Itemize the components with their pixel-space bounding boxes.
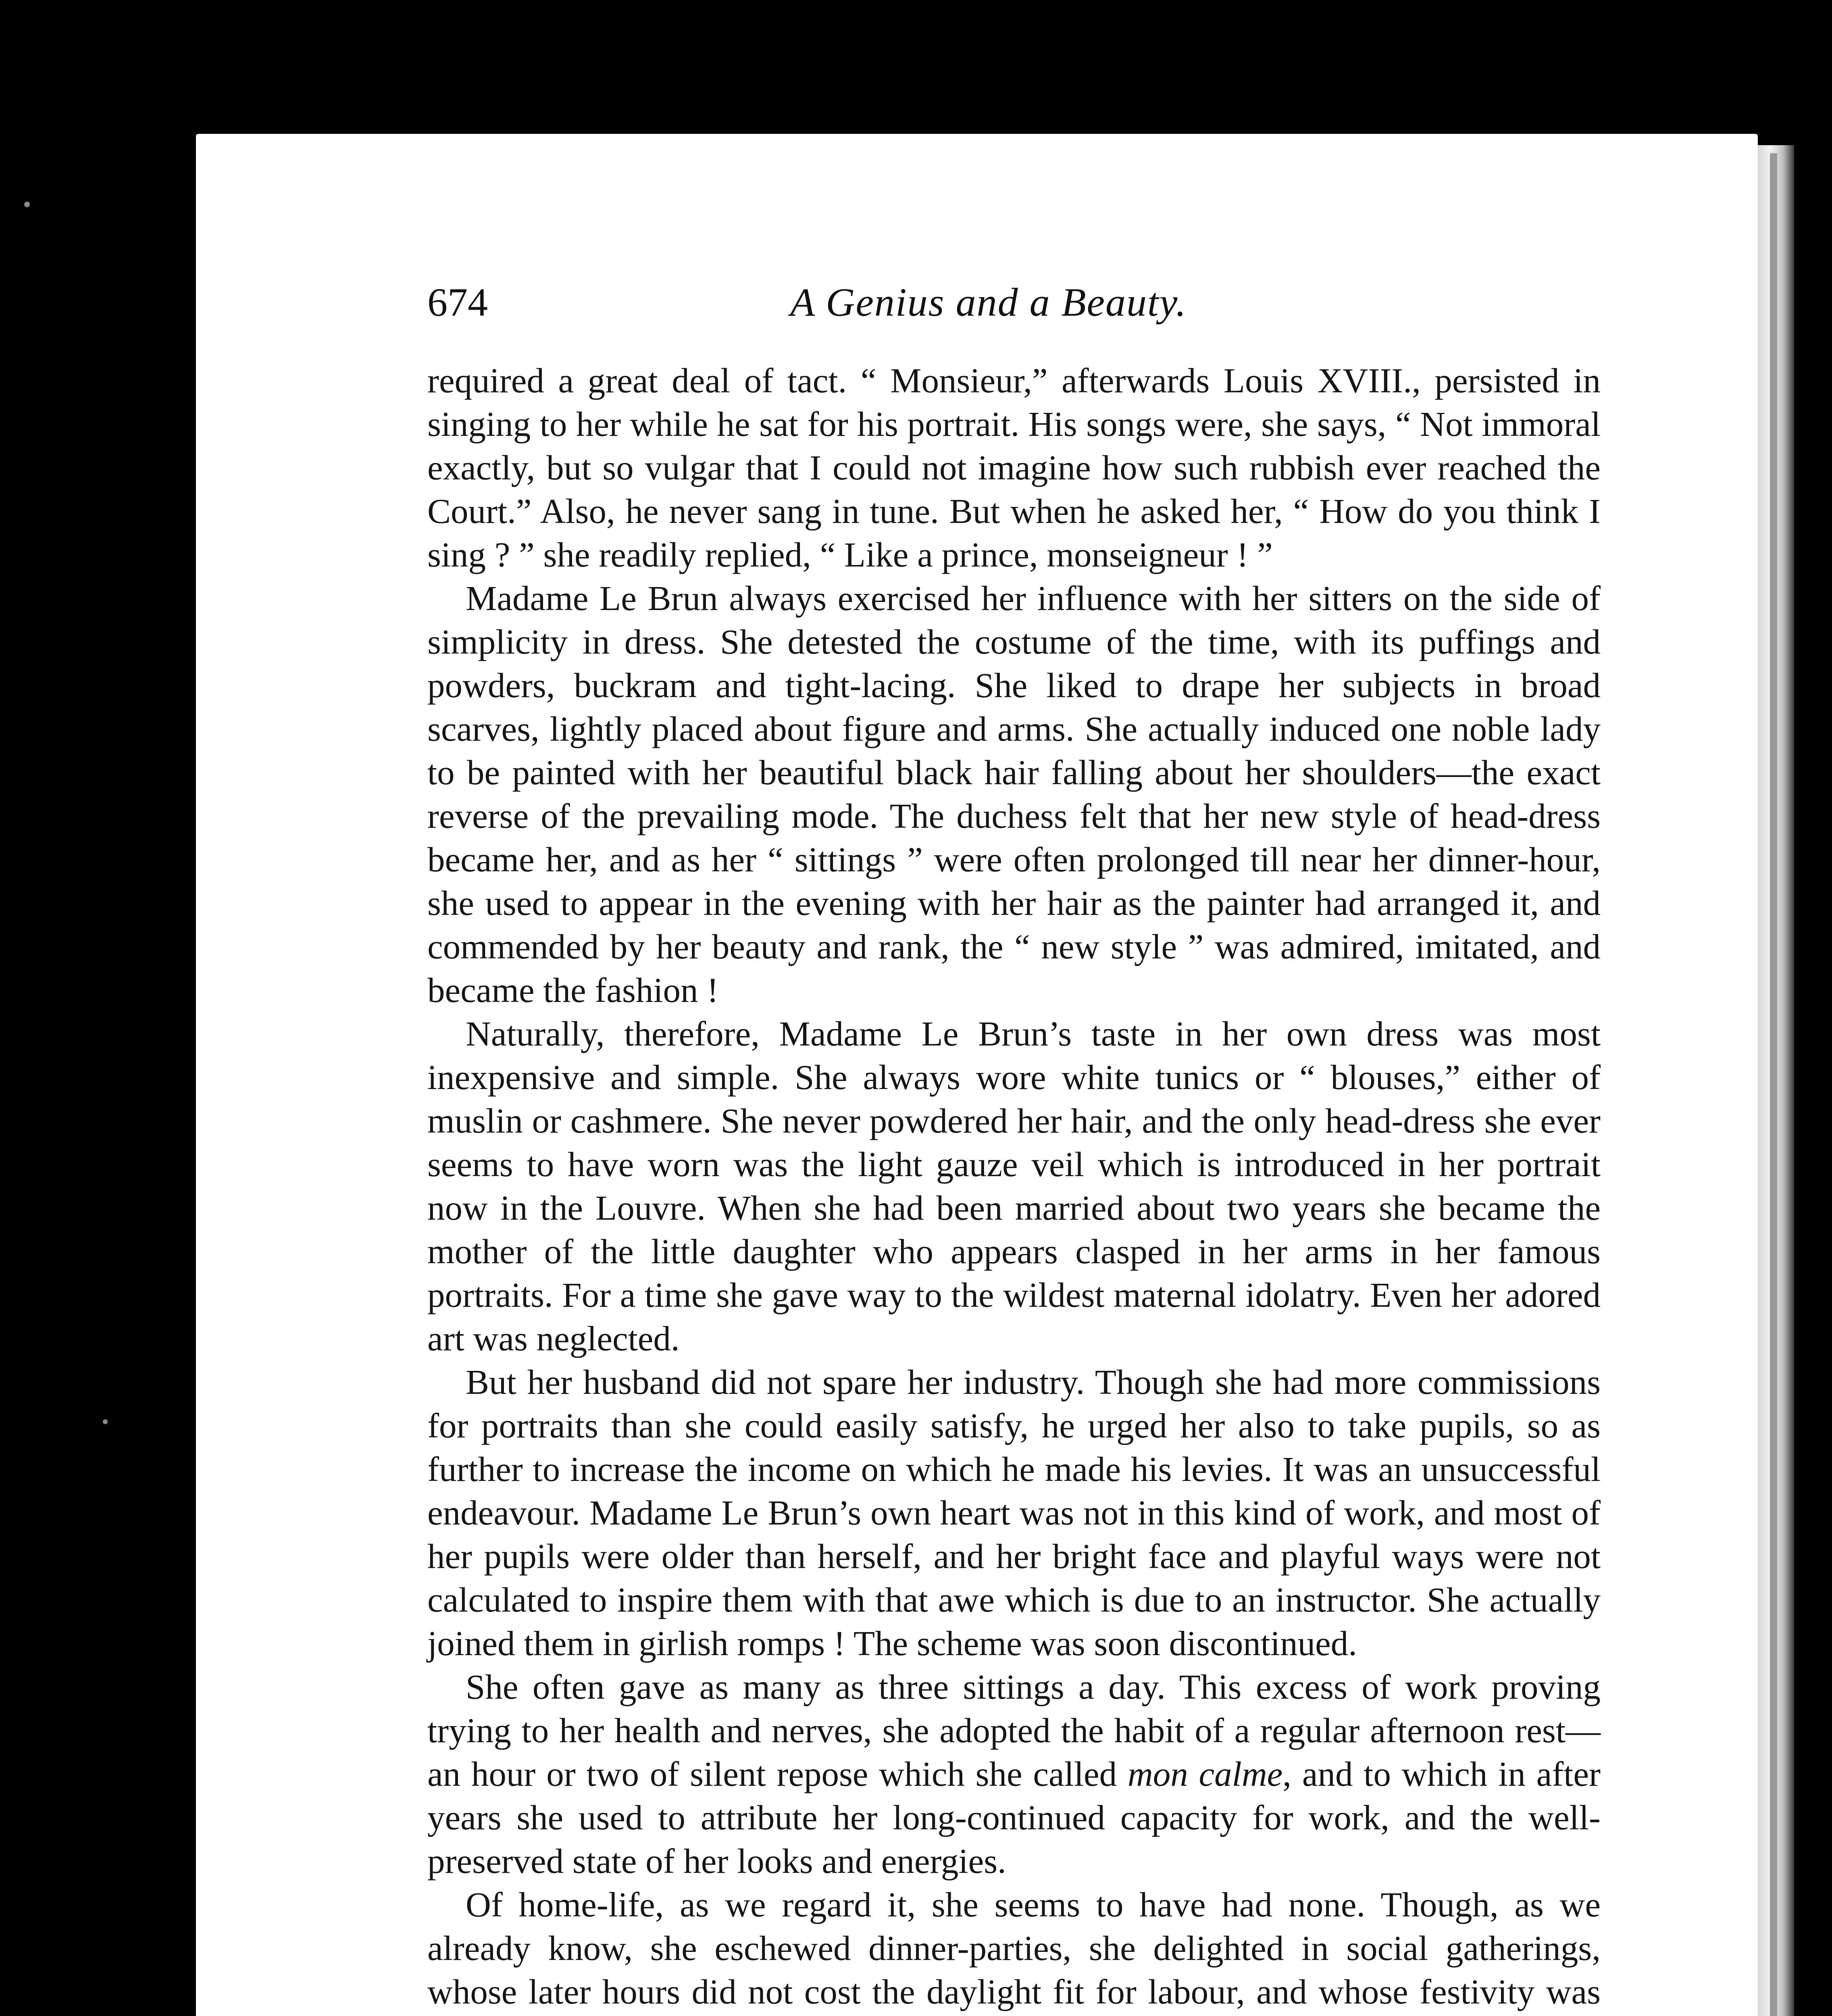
paragraph-5-start: She often gave as many as three sittings a day. This excess of work proving trying to her health and nerves, she adopted the habit of a regular afternoon rest—an hour or two of silent repose which she called xyxy=(427,1667,1601,1793)
page-number: 674 xyxy=(427,280,488,325)
paragraph-3: Naturally, therefore, Madame Le Brun’s taste in her own dress was most inexpensive and simple. She always wore white tunics or “ blouses,” either of muslin or cashmere. She never powdered her hair, and the only head-dress she ever seems to have worn was the light gauze veil which is introduced in her portrait now in the Louvre. When she had been married about two years she became the mother of the little daughter who appears clasped in her arms in her famous portraits. For a time she gave way to the wildest maternal idolatry. Even her adored art was neglected. xyxy=(427,1014,1601,1358)
running-head-title: A Genius and a Beauty. xyxy=(790,280,1187,325)
paragraph-5-end: , and to which in after years she used to attribute her long-continued capacity for work, and the well-preserved state of her looks and energies. xyxy=(427,1754,1601,1881)
dust-speck xyxy=(24,202,30,207)
running-head xyxy=(427,278,1601,327)
paragraph-5 xyxy=(427,1665,1601,1883)
page-edge-stack xyxy=(1770,153,1777,2016)
paragraph-6: Of home-life, as we regard it, she seems to have had none. Though, as we already know, she eschewed dinner-parties, she delighted in social gatherings, whose later hours did not cost the daylight fit for labour, and whose festivity was xyxy=(427,1885,1601,2011)
body-text xyxy=(427,359,1601,2016)
paragraph-1: required a great deal of tact. “ Monsieur,” afterwards Louis XVIII., persisted in singing to her while he sat for his portrait. His songs were, she says, “ Not immoral exactly, but so vulgar that I could not imagine how such rubbish ever reached the Court.” Also, he never sang in tune. But when he asked her, “ How do you think I sing ? ” she readily replied, “ Like a prince, monseigneur ! ” xyxy=(427,361,1601,574)
italic-phrase: mon calme xyxy=(1127,1754,1283,1793)
paragraph-2: Madame Le Brun always exercised her influence with her sitters on the side of simplicity in dress. She detested the costume of the time, with its puffings and powders, buckram and tight-lacing. She liked to drape her subjects in broad scarves, lightly placed about figure and arms. She actually induced one noble lady to be painted with her beautiful black hair falling about her shoulders—the exact reverse of the prevailing mode. The duchess felt that her new style of head-dress became her, and as her “ sittings ” were often prolonged till near her dinner-hour, she used to appear in the evening with her hair as the painter had arranged it, and commended by her beauty and rank, the “ new style ” was admired, imitated, and became the fashion ! xyxy=(427,579,1601,1010)
dust-speck xyxy=(103,1419,108,1424)
paragraph-4: But her husband did not spare her industry. Though she had more commissions for portraits than she could easily satisfy, he urged her also to take pupils, so as further to increase the income on which he made his levies. It was an unsuccessful endeavour. Madame Le Brun’s own heart was not in this kind of work, and most of her pupils were older than herself, and her bright face and playful ways were not calculated to inspire them with that awe which is due to an instructor. She actually joined them in girlish romps ! The scheme was soon discontinued. xyxy=(427,1362,1601,1663)
